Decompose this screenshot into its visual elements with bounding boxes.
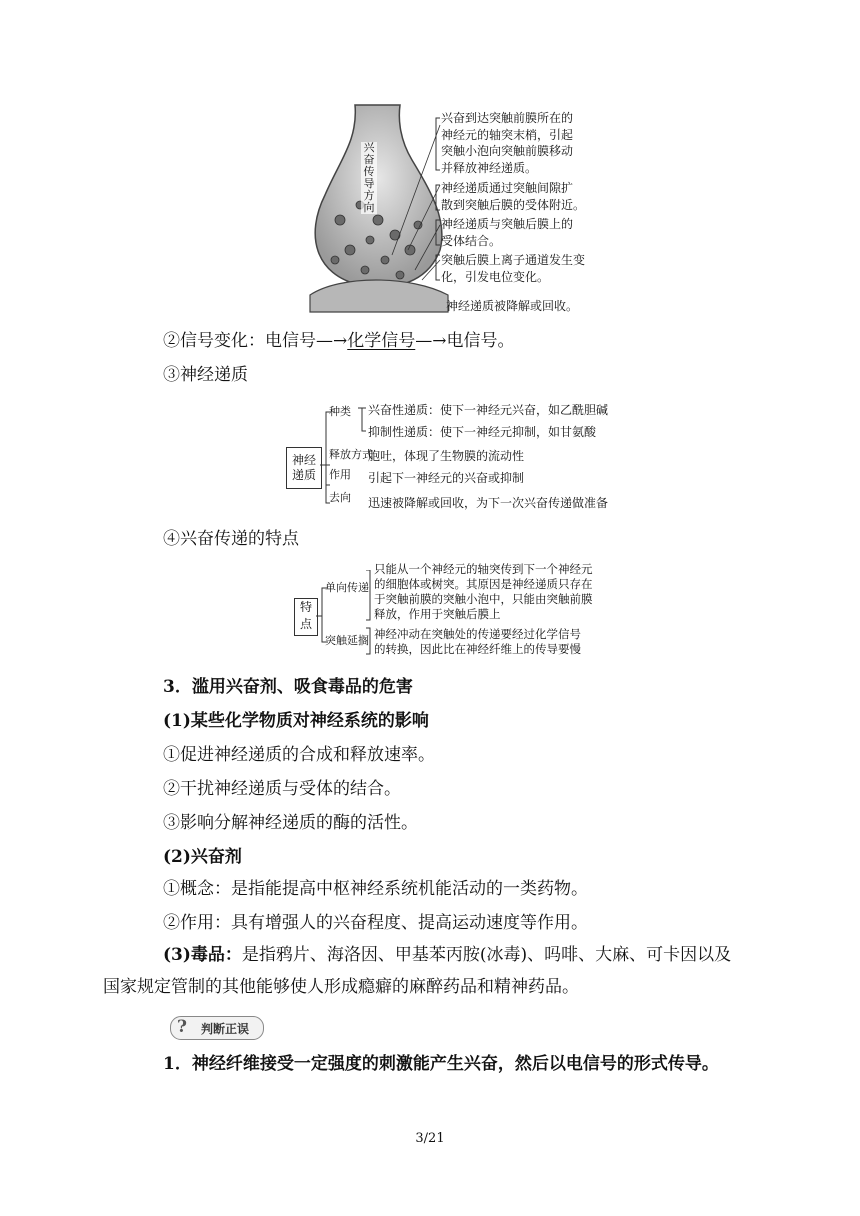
- branch-item: 抑制性递质：使下一神经元抑制，如甘氨酸: [368, 425, 597, 439]
- neurotransmitter-center-box: 神经递质: [286, 447, 322, 489]
- branch-key-release: 释放方式: [329, 448, 373, 461]
- stimulant-concept: ①概念：是指能提高中枢神经系统机能活动的一类药物。: [163, 879, 588, 899]
- branch-key-function: 作用: [329, 468, 351, 481]
- section3-item2: ②干扰神经递质与受体的结合。: [163, 779, 401, 799]
- synapse-label-3: 神经递质与突触后膜上的 受体结合。: [441, 217, 574, 248]
- judge-item-1: 1．神经纤维接受一定强度的刺激能产生兴奋，然后以电信号的形式传导。: [163, 1054, 719, 1074]
- synapse-label-4: 突触后膜上离子通道发生变 化，引发电位变化。: [441, 253, 586, 284]
- transmission-heading: ④兴奋传递的特点: [163, 529, 299, 549]
- transmission-center-box: 特点: [294, 598, 318, 636]
- arrow-right-icon: —→: [316, 331, 348, 351]
- section3-sub2: (2)兴奋剂: [163, 847, 242, 867]
- judge-badge-label: 判断正误: [201, 1022, 250, 1036]
- branch-item: 引起下一神经元的兴奋或抑制: [368, 471, 525, 485]
- one-way-text: 只能从一个神经元的轴突传到下一个神经元 的细胞体或树突。其原因是神经递质只存在 于突触前膜的突触小泡中，只能由突触前膜 释放，作用于突触后膜上: [374, 562, 593, 621]
- synapse-label-5: 神经递质被降解或回收。: [446, 299, 579, 313]
- synapse-label-1: 兴奋到达突触前膜所在的 神经元的轴突末梢，引起 突触小泡向突触前膜移动 并释放神经递质。: [441, 111, 574, 175]
- synapse-label-2: 神经递质通过突触间隙扩 散到突触后膜的受体附近。: [441, 181, 586, 212]
- branch-key-one-way: 单向传递: [325, 581, 369, 594]
- delay-text: 神经冲动在突触处的传递要经过化学信号 的转换，因此比在神经纤维上的传导要慢: [374, 627, 581, 656]
- branch-key-destination: 去向: [329, 491, 351, 504]
- page-number: 3/21: [415, 1131, 445, 1146]
- signal-change-line: ②信号变化：电信号—→化学信号—→电信号。: [163, 331, 515, 351]
- branch-item: 迅速被降解或回收，为下一次兴奋传递做准备: [368, 496, 609, 510]
- judge-badge: [170, 1016, 264, 1040]
- drugs-line1: (3)毒品：是指鸦片、海洛因、甲基苯丙胺(冰毒)、吗啡、大麻、可卡因以及: [163, 945, 732, 965]
- drugs-line2: 国家规定管制的其他能够使人形成瘾癖的麻醉药品和精神药品。: [103, 977, 579, 997]
- branch-key-delay: 突触延搁: [325, 634, 369, 647]
- neurotransmitter-heading: ③神经递质: [163, 365, 248, 385]
- branch-item: 胞吐，体现了生物膜的流动性: [368, 449, 525, 463]
- arrow-right-icon: —→: [415, 331, 447, 351]
- section3-title: 3．滥用兴奋剂、吸食毒品的危害: [163, 677, 413, 697]
- branch-key-types: 种类: [329, 405, 351, 418]
- stimulant-effect: ②作用：具有增强人的兴奋程度、提高运动速度等作用。: [163, 913, 588, 933]
- question-mark-icon: ?: [177, 1017, 187, 1037]
- section3-item3: ③影响分解神经递质的酶的活性。: [163, 813, 418, 833]
- conduction-direction-label: 兴奋传导方向: [361, 142, 377, 214]
- section3-sub1: (1)某些化学物质对神经系统的影响: [163, 711, 429, 731]
- section3-item1: ①促进神经递质的合成和释放速率。: [163, 745, 435, 765]
- branch-item: 兴奋性递质：使下一神经元兴奋，如乙酰胆碱: [368, 403, 609, 417]
